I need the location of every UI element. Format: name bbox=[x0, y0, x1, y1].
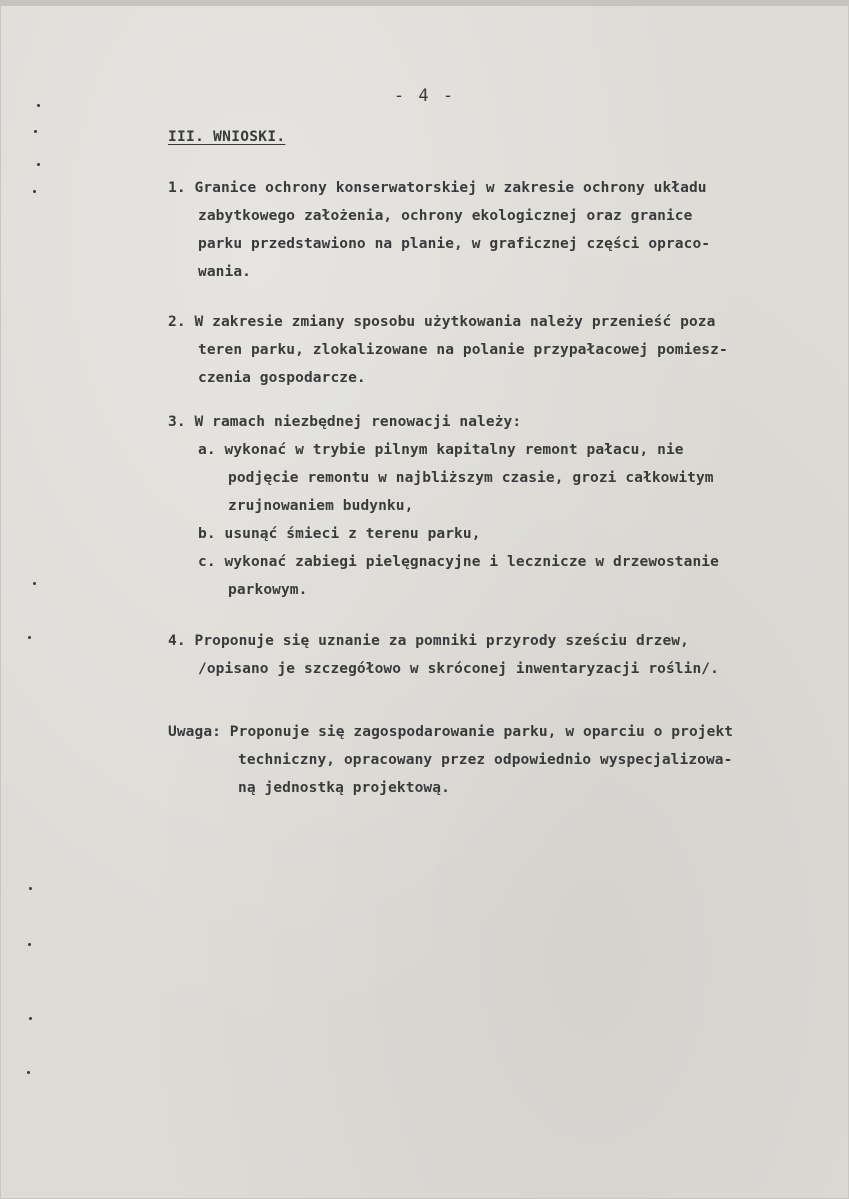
text-line: zrujnowaniem budynku, bbox=[228, 498, 414, 514]
binding-mark bbox=[34, 130, 37, 133]
text-line: wania. bbox=[198, 264, 251, 280]
text-line: teren parku, zlokalizowane na polanie przypałacowej pomiesz- bbox=[198, 342, 728, 358]
text-line: 1. Granice ochrony konserwatorskiej w zakresie ochrony układu bbox=[168, 180, 707, 196]
binding-mark bbox=[37, 163, 40, 166]
binding-mark bbox=[33, 582, 36, 585]
conclusion-item-2 bbox=[168, 308, 728, 392]
text-line: ną jednostką projektową. bbox=[238, 780, 450, 796]
conclusion-item-4 bbox=[168, 627, 719, 683]
text-line: 4. Proponuje się uznanie za pomniki przyrody sześciu drzew, bbox=[168, 633, 689, 649]
text-line: 3. W ramach niezbędnej renowacji należy: bbox=[168, 414, 522, 430]
text-line: Uwaga: Proponuje się zagospodarowanie parku, w oparciu o projekt bbox=[168, 724, 734, 740]
note-block bbox=[168, 718, 733, 802]
binding-mark bbox=[28, 636, 31, 639]
sub-item-a: a. wykonać w trybie pilnym kapitalny remont pałacu, nie bbox=[198, 442, 684, 458]
text-line: techniczny, opracowany przez odpowiednio wyspecjalizowa- bbox=[238, 752, 733, 768]
text-line: parkowym. bbox=[228, 582, 308, 598]
text-line: czenia gospodarcze. bbox=[198, 370, 366, 386]
binding-mark bbox=[27, 1071, 30, 1074]
sub-item-c: c. wykonać zabiegi pielęgnacyjne i lecznicze w drzewostanie bbox=[198, 554, 719, 570]
page-number: - 4 - bbox=[393, 86, 456, 106]
binding-mark bbox=[29, 1017, 32, 1020]
text-line: 2. W zakresie zmiany sposobu użytkowania należy przenieść poza bbox=[168, 314, 716, 330]
conclusion-item-1 bbox=[168, 174, 710, 286]
conclusion-item-3 bbox=[168, 408, 719, 604]
text-line: parku przedstawiono na planie, w graficznej części opraco- bbox=[198, 236, 711, 252]
binding-mark bbox=[33, 190, 36, 193]
section-heading: III. WNIOSKI. bbox=[168, 129, 286, 145]
binding-mark bbox=[28, 943, 31, 946]
binding-mark bbox=[29, 887, 32, 890]
sub-item-b: b. usunąć śmieci z terenu parku, bbox=[198, 526, 481, 542]
text-line: /opisano je szczegółowo w skróconej inwentaryzacji roślin/. bbox=[198, 661, 719, 677]
text-line: podjęcie remontu w najbliższym czasie, grozi całkowitym bbox=[228, 470, 714, 486]
scan-edge bbox=[0, 0, 849, 6]
text-line: zabytkowego założenia, ochrony ekologicznej oraz granice bbox=[198, 208, 693, 224]
